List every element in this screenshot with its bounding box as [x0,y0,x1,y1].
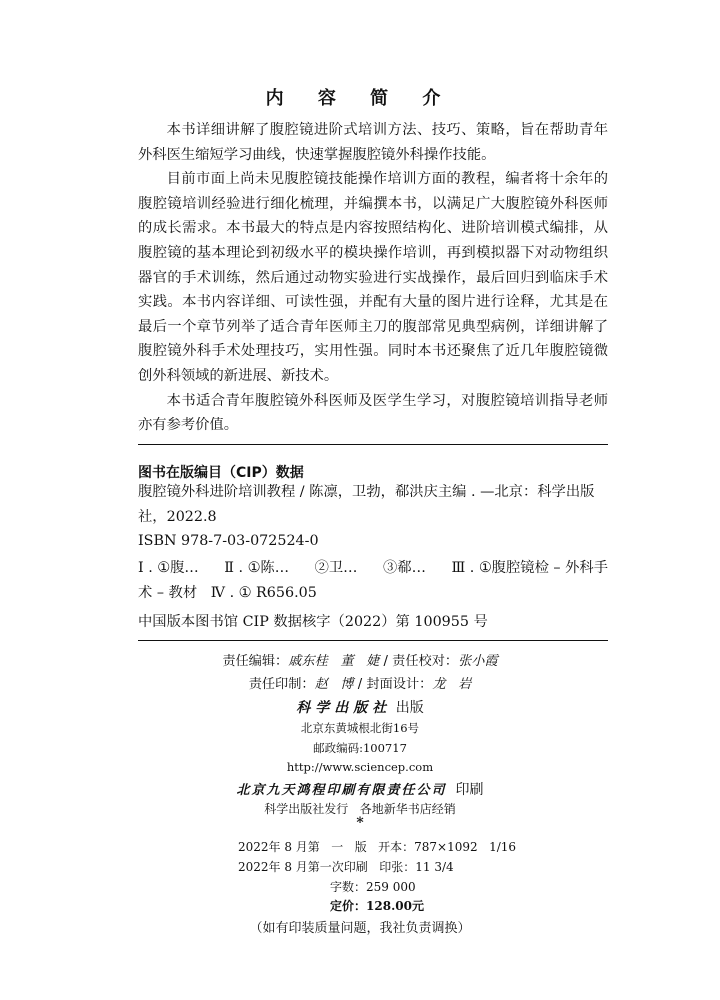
cip-class-item: Ⅲ . ①腹腔镜检 – 外科手 [451,560,608,576]
publisher-address: 北京东黄城根北街16号 [300,721,420,735]
publisher-postcode: 邮政编码:100717 [313,741,407,755]
intro-paragraph-3: 本书适合青年腹腔镜外科医师及医学生学习，对腹腔镜培训指导老师亦有参考价值。 [138,392,608,434]
cip-classification-block [138,556,608,605]
cip-class-item: ③郗… [383,560,426,576]
cip-verify: 中国版本图书馆 CIP 数据核字（2022）第 100955 号 [138,614,488,630]
cip-class-item: Ⅱ . ①陈… [224,560,290,576]
publisher-url: http://www.sciencep.com [286,760,434,774]
cip-class-item: ②卫… [314,560,358,576]
proof-label: / 责任校对： [379,654,459,669]
cover-name: 龙 岩 [432,677,472,692]
spec-edition-text: 2022年 8 月第 一 版 开本：787×1092 1/16 [238,840,517,854]
printer-suffix: 印刷 [446,782,484,798]
cip-record-block [138,480,608,554]
distribution-line: 科学出版社发行 各地新华书店经销 [264,802,456,816]
publisher-name: 科学出版社 [296,700,392,716]
spec-price-text [330,897,424,914]
credits-line-1 [0,650,720,669]
cip-heading: 图书在版编目（CIP）数据 [138,465,304,481]
separator-star: * [356,815,364,831]
cip-verify-block [138,610,608,635]
publisher-line [0,697,720,717]
print-name: 赵 博 [314,677,354,692]
cip-isbn: ISBN 978-7-03-072524-0 [138,533,319,550]
editor-names: 戚东桂 董 婕 [288,654,380,669]
cover-label: / 封面设计： [353,677,433,692]
price-label: 定价： [330,899,367,913]
printer-name: 北京九天鸿程印刷有限责任公司 [236,783,447,798]
cip-classification-line [138,556,608,581]
editor-label: 责任编辑： [222,654,289,669]
cip-top-rule [138,444,608,445]
page-title: 内 容 简 介 [265,88,455,109]
spec-printing-text: 2022年 8 月第一次印刷 印张：11 3/4 [238,860,454,874]
cip-record: 腹腔镜外科进阶培训教程 / 陈凛，卫勃，郗洪庆主编 . —北京：科学出版社，2022.8 [138,484,595,525]
cip-class-item: Ⅰ . ①腹… [138,560,199,576]
publisher-suffix: 出版 [391,700,424,716]
credits-line-2 [0,673,720,692]
printer-line [0,779,720,799]
spec-words-text: 字数：259 000 [330,880,416,894]
cip-bottom-rule [138,640,608,641]
cip-classification-cont: 术 – 教材 Ⅳ . ① R656.05 [138,584,317,601]
intro-paragraph-2: 目前市面上尚未见腹腔镜技能操作培训方面的教程，编者将十余年的腹腔镜培训经验进行细化梳理，并编撰本书，以满足广大腹腔镜外科医师的成长需求。本书最大的特点是内容按照结构化、进阶培训模式编排，从腹腔镜的基本理论到初级水平的模块操作培训，再到模拟器下对动物组织器官的手术训练，然后通过动物实验进行实战操作，最后回归到临床手术实践。本书内容详细、可读性强，并配有大量的图片进行诠释，尤其是在最后一个章节列举了适合青年医师主刀的腹部常见典型病例，详细讲解了腹腔镜外科手术处理技巧，实用性强。同时本书还聚焦了近几年腹腔镜微创外科领域的新进展、新技术。 [138,171,608,384]
quality-note: （如有印装质量问题，我社负责调换） [249,921,471,936]
intro-section [138,118,608,438]
intro-paragraph-1: 本书详细讲解了腹腔镜进阶式培训方法、技巧、策略，旨在帮助青年外科医生缩短学习曲线，快速掌握腹腔镜外科操作技能。 [138,122,608,163]
print-label: 责任印制： [248,677,315,692]
proof-name: 张小霞 [458,654,498,669]
price-value: 128.00元 [366,899,424,913]
